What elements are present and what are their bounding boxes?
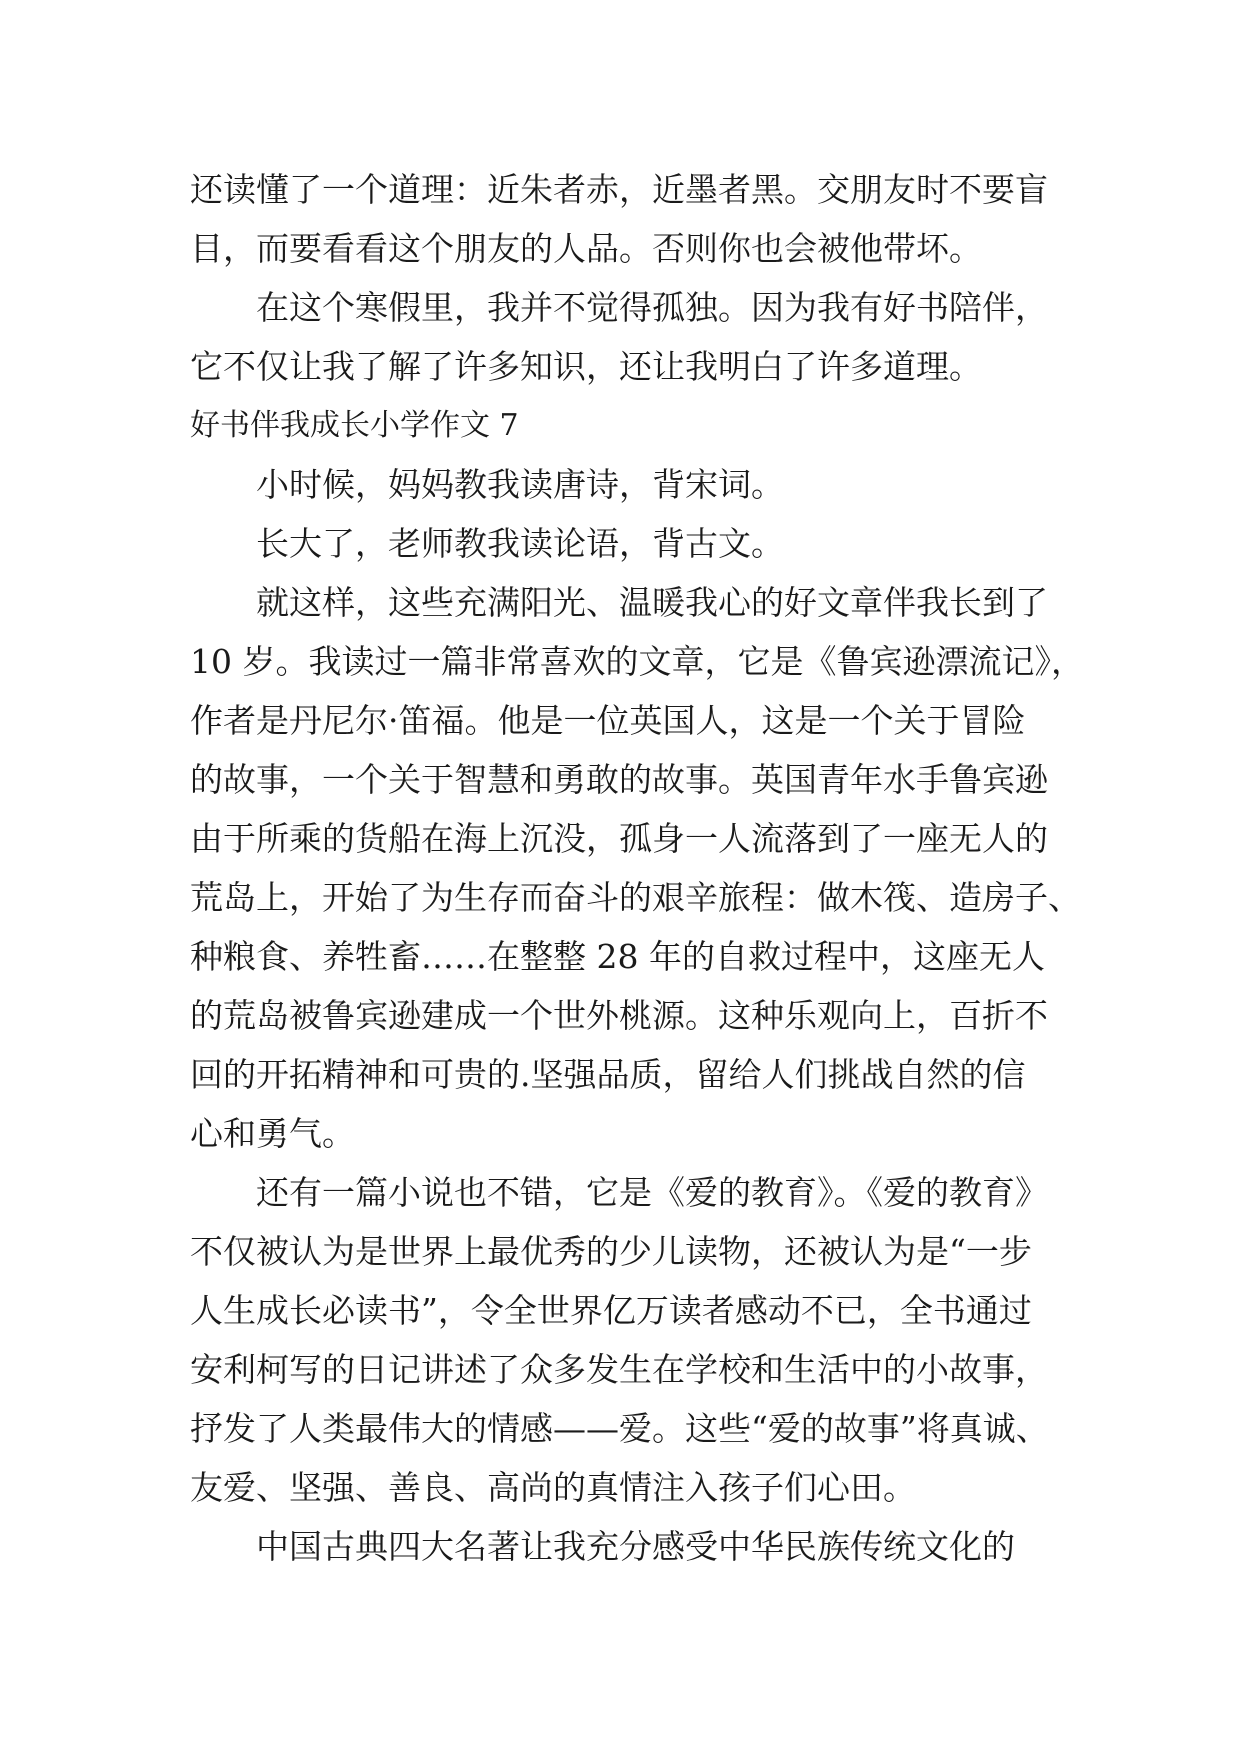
- text-line: 作者是丹尼尔·笛福。他是一位英国人，这是一个关于冒险: [190, 701, 1026, 740]
- text-line: 抒发了人类最伟大的情感——爱。这些“爱的故事”将真诚、: [190, 1409, 1049, 1448]
- text-line: 目，而要看看这个朋友的人品。否则你也会被他带坏。: [190, 229, 982, 268]
- text-line: 人生成长必读书”，令全世界亿万读者感动不已，全书通过: [190, 1291, 1032, 1330]
- text-line: 荒岛上，开始了为生存而奋斗的艰辛旅程：做木筏、造房子、: [190, 878, 1081, 917]
- text-line: 种粮食、养牲畜……在整整 28 年的自救过程中，这座无人: [190, 937, 1045, 976]
- text-line: 还有一篇小说也不错，它是《爱的教育》。《爱的教育》: [190, 1173, 1048, 1212]
- text-line: 在这个寒假里，我并不觉得孤独。因为我有好书陪伴，: [190, 288, 1048, 327]
- essay-heading: 好书伴我成长小学作文 7: [190, 408, 519, 443]
- text-line: 由于所乘的货船在海上沉没，孤身一人流落到了一座无人的: [190, 819, 1048, 858]
- text-line: 小时候，妈妈教我读唐诗，背宋词。: [190, 465, 784, 504]
- text-line: 中国古典四大名著让我充分感受中华民族传统文化的: [190, 1527, 1015, 1566]
- text-line: 不仅被认为是世界上最优秀的少儿读物，还被认为是“一步: [190, 1232, 1032, 1271]
- text-line: 心和勇气。: [190, 1114, 355, 1153]
- essay-text: [190, 160, 1084, 1576]
- text-line: 回的开拓精神和可贵的.坚强品质，留给人们挑战自然的信: [190, 1055, 1026, 1094]
- text-line: 友爱、坚强、善良、高尚的真情注入孩子们心田。: [190, 1468, 916, 1507]
- text-line: 还读懂了一个道理：近朱者赤，近墨者黑。交朋友时不要盲: [190, 170, 1048, 209]
- text-line: 的荒岛被鲁宾逊建成一个世外桃源。这种乐观向上，百折不: [190, 996, 1048, 1035]
- text-line: 安利柯写的日记讲述了众多发生在学校和生活中的小故事，: [190, 1350, 1048, 1389]
- text-line: 长大了，老师教我读论语，背古文。: [190, 524, 784, 563]
- text-line: 就这样，这些充满阳光、温暖我心的好文章伴我长到了: [190, 583, 1048, 622]
- text-line: 的故事，一个关于智慧和勇敢的故事。英国青年水手鲁宾逊: [190, 760, 1048, 799]
- text-line: 它不仅让我了解了许多知识，还让我明白了许多道理。: [190, 347, 982, 386]
- text-line: 10 岁。我读过一篇非常喜欢的文章，它是《鲁宾逊漂流记》，: [190, 642, 1084, 681]
